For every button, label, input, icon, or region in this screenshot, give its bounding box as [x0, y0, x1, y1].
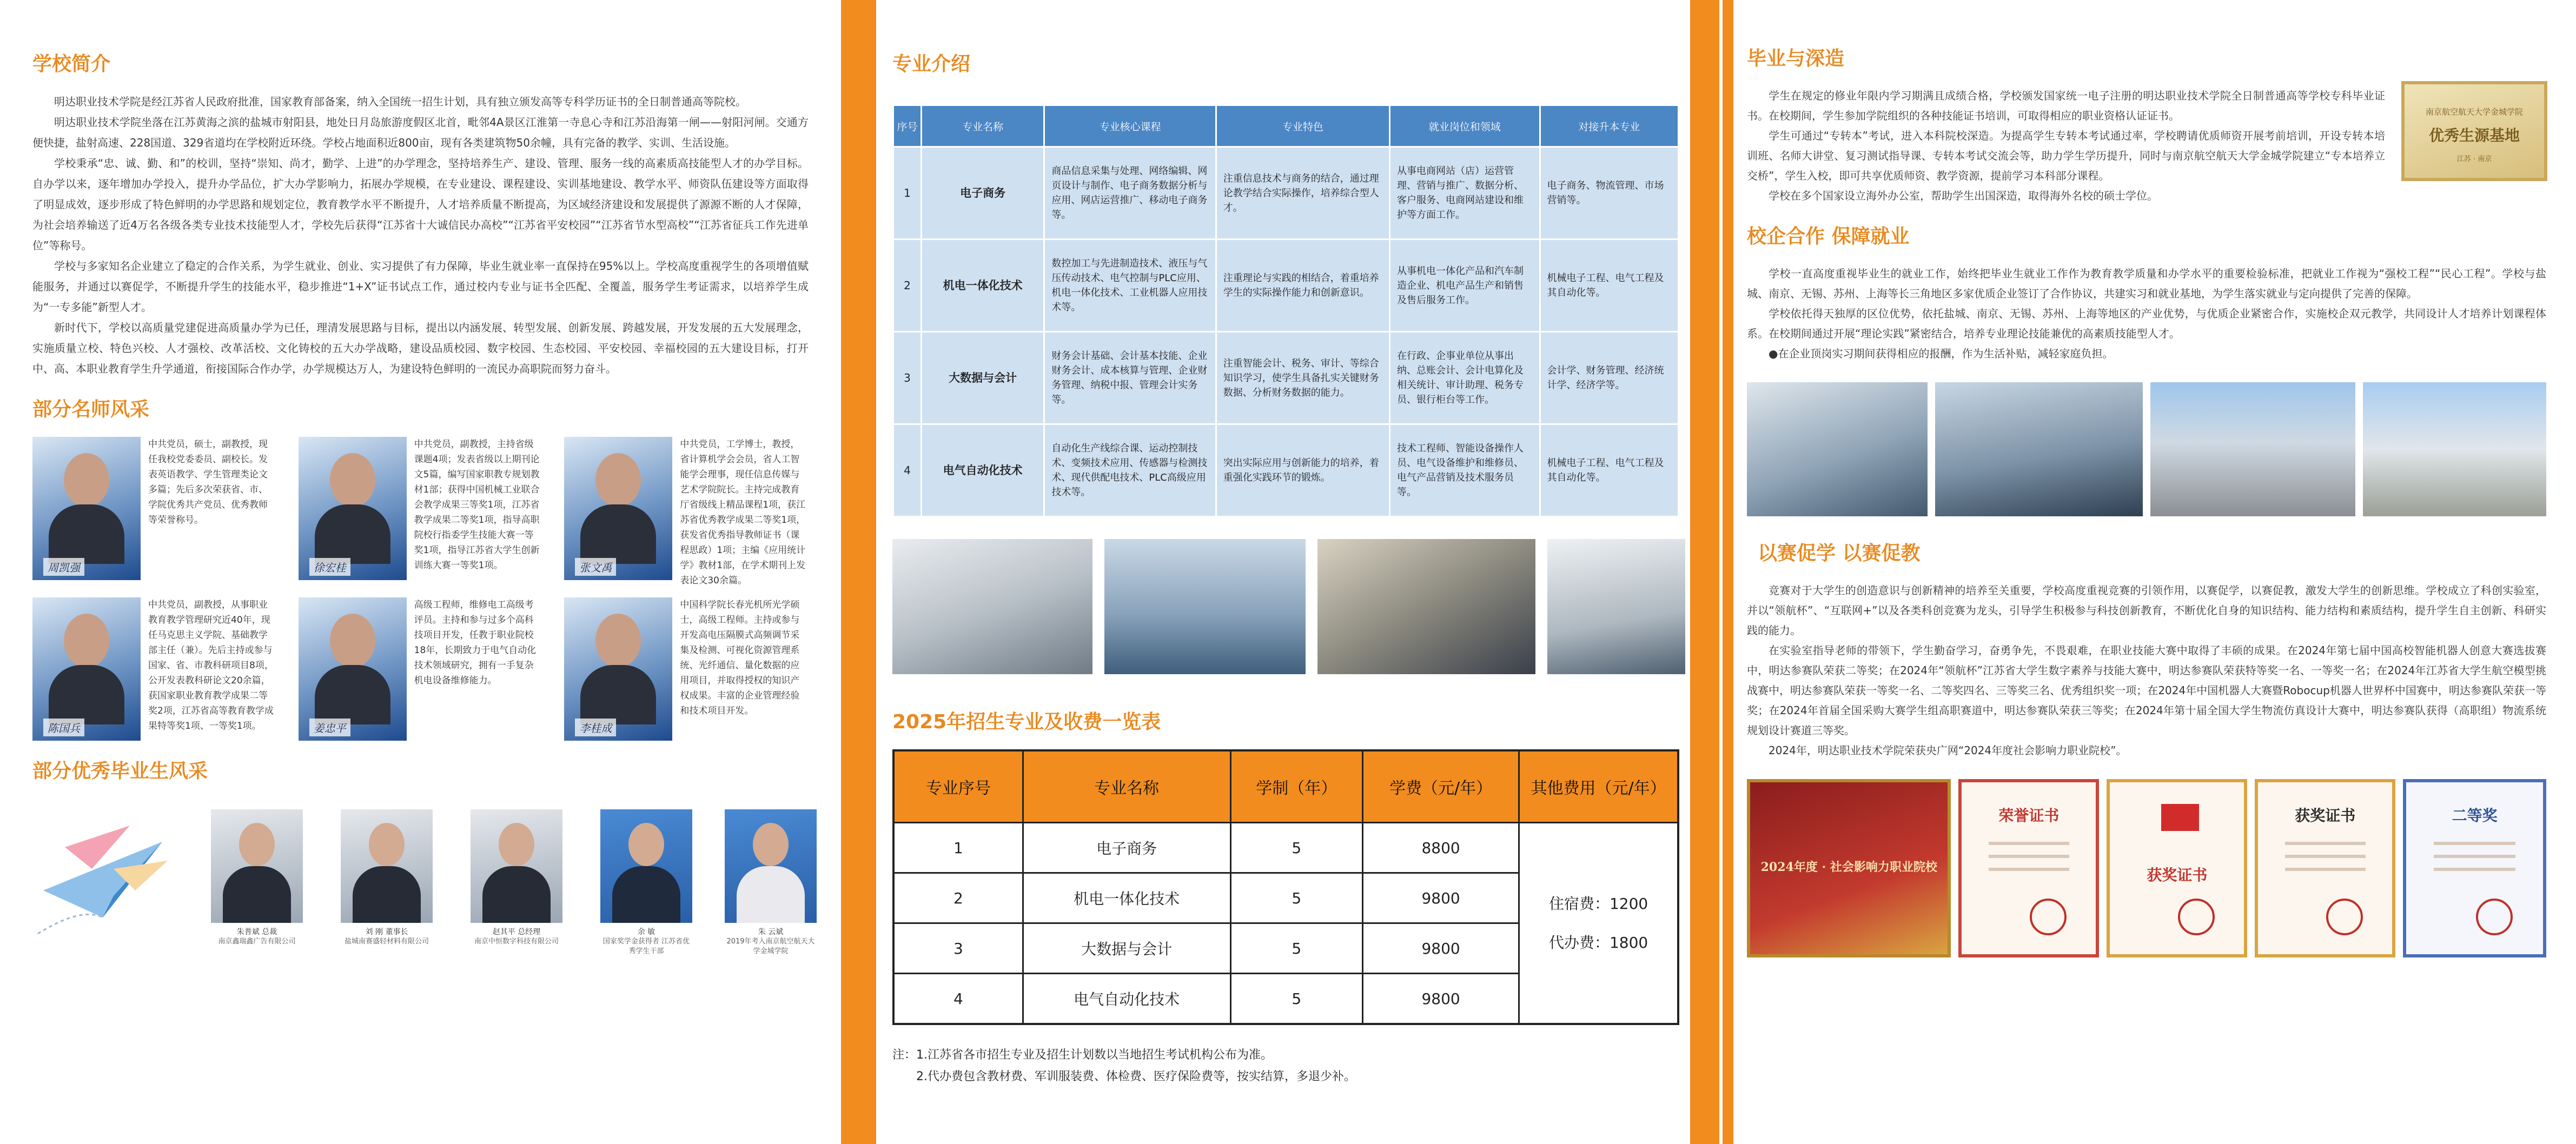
majors-header: 专业名称 [921, 105, 1044, 147]
flag-icon [2161, 804, 2199, 831]
further-study-section [1747, 43, 2546, 206]
fees-title: 2025年招生专业及收费一览表 [892, 711, 1161, 733]
plaque-main: 优秀生源基地 [2428, 127, 2520, 144]
school-intro-title: 学校简介 [32, 53, 111, 75]
fees-header: 学制（年） [1230, 750, 1362, 823]
teacher-card [299, 437, 543, 580]
intro-paragraph: 学校与多家知名企业建立了稳定的合作关系，为学生就业、创业、实习提供了有力保障，毕业生就业率一直保持在95%以上。学校高度重视学生的各项增值赋能服务，并通过以赛促学，不断提升学生的技能水平，稳步推进“1+X”证书试点工作，通过校内专业与证书全匹配、全覆盖，服务学生考证需求，以培养学生成为“一专多能”新型人才。 [32, 260, 809, 314]
paper-plane-icon [32, 809, 173, 950]
fee-years: 5 [1230, 873, 1362, 923]
major-jobs: 在行政、企事业单位从事出纳、总账会计、会计电算化及相关统计、审计助理、税务专员、银行柜台等工作。 [1390, 332, 1540, 424]
middle-panel [876, 0, 1690, 1144]
graduate-name: 朱普斌 总裁 [236, 928, 277, 936]
intro-paragraph: 新时代下，学校以高质量党建促进高质量办学为已任，理清发展思路与目标，提出以内涵发展、转型发展、创新发展、跨越发展，开发发展的五大发展理念，实施质量立校、特色兴校、人才强校、改革活校、文化铸校的五大办学战略，建设品质校园、数字校园、生态校园、平安校园、幸福校园的五大建设目标，打开中、高、本职业教育学生升学通道，衔接国际合作办学，办学规模达万人，为建设特色鲜明的一流民办高职院而努力奋斗。 [32, 321, 809, 375]
graduates-section [32, 756, 815, 972]
award-title: 二等奖 [2452, 807, 2498, 824]
fee-major: 电气自动化技术 [1023, 974, 1230, 1025]
plaque-sub: 江苏 · 南京 [2456, 155, 2492, 163]
fee-other [1519, 823, 1678, 1025]
teacher-card [564, 597, 809, 741]
coop-photo [2150, 382, 2355, 516]
graduate-card [211, 809, 303, 947]
training-photo [892, 539, 1092, 674]
fee-no: 2 [893, 873, 1023, 923]
award-certificate [2107, 779, 2247, 957]
graduate-org: 南京鑫瑞鑫广告有限公司 [218, 937, 296, 946]
school-intro-section [32, 49, 809, 379]
fee-no: 1 [893, 823, 1023, 873]
coop-photo [2363, 382, 2546, 516]
training-photos [892, 539, 1690, 674]
major-jobs: 从事电商网站（店）运营管理、营销与推广、数据分析、客户服务、电商网站建设和维护等方面工作。 [1390, 147, 1540, 240]
teacher-signature: 周凯强 [43, 558, 84, 576]
graduate-name: 余 敏 [637, 928, 655, 936]
left-panel [0, 0, 841, 1144]
award-title: 荣誉证书 [1998, 807, 2060, 824]
teacher-signature: 姜忠平 [309, 719, 350, 736]
fee-major: 机电一体化技术 [1023, 873, 1230, 923]
graduate-photo [471, 809, 562, 923]
teacher-photo [564, 437, 672, 580]
graduate-photo [725, 809, 817, 923]
coop-paragraph: 学校依托得天独厚的区位优势，依托盐城、南京、无锡、苏州、上海等地区的产业优势，与优质企业紧密合作，实施校企双元教学，共同设计人才培养计划课程体系。在校期间通过开展“理论实践”紧密结合，培养专业理论技能兼优的高素质技能型人才。 [1747, 307, 2546, 340]
fee-other-line: 代办费：1800 [1548, 933, 1648, 952]
major-no: 1 [893, 147, 922, 240]
major-upgrade: 机械电子工程、电气工程及其自动化等。 [1540, 240, 1679, 332]
award-title: 获奖证书 [2295, 807, 2356, 824]
table-row [893, 424, 1679, 517]
graduate-photo [211, 809, 303, 923]
competition-section [1747, 538, 2546, 957]
fees-header: 专业名称 [1023, 750, 1230, 823]
fee-years: 5 [1230, 823, 1362, 873]
major-no: 4 [893, 424, 922, 517]
fees-notes [892, 1045, 1690, 1088]
major-courses: 商品信息采集与处理、网络编辑、网页设计与制作、电子商务数据分析与应用、网店运营推广、移动电子商务等。 [1044, 147, 1216, 240]
major-feature: 突出实际应用与创新能力的培养，着重强化实践环节的锻炼。 [1216, 424, 1389, 517]
fee-tuition: 8800 [1363, 823, 1519, 873]
fee-other-line: 住宿费：1200 [1548, 894, 1648, 913]
majors-table [892, 104, 1679, 517]
teacher-description: 中共党员，硕士，副教授，现任我校党委委员、副校长。发表英语教学、学生管理类论文多篇；先后多次荣获省、市、学院优秀共产党员、优秀教师等荣誉称号。 [148, 439, 268, 526]
fee-tuition: 9800 [1363, 873, 1519, 923]
major-upgrade: 机械电子工程、电气工程及其自动化等。 [1540, 424, 1679, 517]
graduate-photo [600, 809, 692, 923]
teacher-card [299, 597, 543, 741]
graduate-name: 朱 云斌 [758, 928, 784, 936]
graduate-card [725, 809, 817, 956]
teacher-description: 中共党员，副教授，从事职业教育教学管理研究近40年，现任马克思主义学院、基础教学部主任（兼）。先后主持或参与国家、省、市教科研项目8项，公开发表教科研论文20余篇，获国家职业教育教学成果二等奖2项，江苏省高等教育教学成果特等奖1项、一等奖1项。 [148, 600, 274, 731]
award-certificate [1958, 779, 2099, 957]
study-paragraph: 学生在规定的修业年限内学习期满且成绩合格，学校颁发国家统一电子注册的明达职业技术学院全日制普通高等学校专科毕业证书。在校期间，学生参加学院组织的各种技能证书培训，可取得相应的职业资格认证证书。 [1747, 89, 2385, 122]
fee-major: 电子商务 [1023, 823, 1230, 873]
comp-paragraph: 竞赛对于大学生的创造意识与创新精神的培养至关重要，学校高度重视竞赛的引领作用，以赛促学，以赛促教，激发大学生的创新思维。学校成立了科创实验室，并以“领航杯”、“互联网+”以及各类科创竞赛为龙头，引导学生积极参与科技创新教育，不断优化自身的知识结构、能力结构和素质结构，提升学生自主创新、科研实践的能力。 [1747, 584, 2546, 637]
coop-photo [1935, 382, 2143, 516]
fee-years: 5 [1230, 974, 1362, 1025]
award-title: 获奖证书 [2147, 866, 2208, 884]
majors-header: 序号 [893, 105, 922, 147]
teacher-card [564, 437, 809, 586]
major-jobs: 技术工程师、智能设备操作人员、电气设备维护和维修员、电气产品营销及技术服务员等。 [1390, 424, 1540, 517]
intro-paragraph: 明达职业技术学院是经江苏省人民政府批准，国家教育部备案，纳入全国统一招生计划，具有独立颁发高等专科学历证书的全日制普通高等院校。 [54, 95, 746, 108]
teacher-photo [32, 437, 141, 580]
fees-header: 学费（元/年） [1363, 750, 1519, 823]
intro-paragraph: 明达职业技术学院坐落在江苏黄海之滨的盐城市射阳县，地处日月岛旅游度假区北首，毗邻4A景区江淮第一寺息心寺和江苏沿海第一闸——射阳河闸。交通方便快捷，盐射高速、228国道、329省道均在学校附近环绕。学校占地面积近800亩，现有各类建筑物50余幢，具有完备的教学、实训、生活设施。 [32, 116, 809, 149]
major-feature: 注重信息技术与商务的结合，通过理论教学结合实际操作，培养综合型人才。 [1216, 147, 1389, 240]
graduate-org: 南京中恒数字科技有限公司 [474, 937, 559, 946]
fees-header: 专业序号 [893, 750, 1023, 823]
award-certificate [2403, 779, 2546, 957]
majors-header: 专业核心课程 [1044, 105, 1216, 147]
plaque-title: 南京航空航天大学金城学院 [2425, 107, 2523, 117]
majors-header: 对接升本专业 [1540, 105, 1679, 147]
graduate-name: 刘 刚 董事长 [365, 928, 408, 936]
further-study-title: 毕业与深造 [1747, 48, 1845, 70]
fees-note: 注：1.江苏省各市招生专业及招生计划数以当地招生考试机构公布为准。 [892, 1048, 1273, 1062]
teacher-signature: 徐宏桂 [309, 558, 350, 576]
teacher-description: 高级工程师，维修电工高级考评员。主持和参与过多个高科技项目开发，任教于职业院校18年，长期致力于电气自动化技术领域研究，拥有一手复杂机电设备维修能力。 [414, 600, 537, 686]
coop-paragraph: ●在企业顶岗实习期间获得相应的报酬，作为生活补贴，减轻家庭负担。 [1769, 347, 2114, 360]
graduate-photo [341, 809, 433, 923]
coop-paragraph: 学校一直高度重视毕业生的就业工作，始终把毕业生就业工作作为教育教学质量和办学水平的重要检验标准，把就业工作视为“强校工程”“民心工程”。学校与盐城、南京、无锡、苏州、上海等长三角地区多家优质企业签订了合作协议，共建实习和就业基地，为学生落实就业与定向提供了完善的保障。 [1747, 267, 2546, 300]
fee-major: 大数据与会计 [1023, 923, 1230, 974]
fee-years: 5 [1230, 923, 1362, 974]
major-name: 电子商务 [921, 147, 1044, 240]
teacher-signature: 张文禹 [575, 558, 616, 576]
fees-table [892, 749, 1679, 1025]
table-row [893, 240, 1679, 332]
cooperation-section [1747, 221, 2546, 516]
fee-no: 3 [893, 923, 1023, 974]
base-plaque [2401, 81, 2547, 181]
teacher-photo [564, 597, 672, 741]
competition-title: 以赛促学 以赛促教 [1758, 542, 1921, 564]
comp-paragraph: 在实验室指导老师的带领下，学生勤奋学习，奋勇争先，不畏艰难，在职业技能大赛中取得了丰硕的成果。在2024年第七届中国高校智能机器人创意大赛选拔赛中，明达参赛队荣获二等奖；在2024年“领航杯”江苏省大学生数字素养与技能大赛中，明达参赛队荣获特等奖一名、一等奖一名；在2024年江苏省大学生航空模型挑战赛中，明达参赛队荣获一等奖一名、二等奖四名、三等奖三名、优秀组织奖一项；在2024年中国机器人大赛暨Robocup机器人世界杯中国赛中，明达参赛队荣获一等奖；在2024年首届全国采购大赛学生组高职赛道中，明达参赛队荣获三等奖；在2024年第十届全国大学生物流仿真设计大赛中，明达参赛队获得（高职组）物流系统规划设计赛道三等奖。 [1747, 644, 2546, 737]
major-upgrade: 电子商务、物流管理、市场营销等。 [1540, 147, 1679, 240]
fees-note: 2.代办费包含教材费、军训服装费、体检费、医疗保险费等，按实结算，多退少补。 [916, 1070, 1356, 1083]
teacher-card [32, 597, 277, 741]
major-no: 3 [893, 332, 922, 424]
majors-header: 专业特色 [1216, 105, 1389, 147]
award-certificate [2255, 779, 2395, 957]
teacher-signature: 陈国兵 [43, 719, 84, 736]
teacher-signature: 李桂成 [575, 719, 616, 736]
graduate-org: 2019年考入南京航空航天大学金城学院 [726, 937, 815, 955]
intro-paragraph: 学校秉承“忠、诚、勤、和”的校训，坚持“崇知、尚才，勤学、上进”的办学理念，坚持培养生产、建设、管理、服务一线的高素质高技能型人才的办学目标。自办学以来，逐年增加办学投入，提升办学品位，扩大办学影响力，拓展办学规模，在专业建设、课程建设、实训基地建设、教学水平、师资队伍建设等方面取得了明显成效，逐步形成了特色鲜明的办学思路和规划定位，教育教学水平不断提升，人才培养质量不断提高，为区域经济建设和发展提供了源源不断的人才保障，为社会培养输送了近4万名各级各类专业技术技能型人才，学校先后获得“江苏省十大诚信民办高校”“江苏省平安校园”“江苏省节水型高校”“江苏省征兵工作先进单位”等称号。 [32, 157, 809, 252]
orange-divider [841, 0, 876, 1144]
graduate-org: 国家奖学金获得者 江苏省优秀学生干部 [602, 937, 690, 955]
study-paragraph: 学生可通过“专转本”考试，进入本科院校深造。为提高学生专转本考试通过率，学校聘请优质师资开展考前培训，开设专转本培训班、名师大讲堂、复习测试指导课、专转本考试交流会等，助力学生学历提升，同时与南京航空航天大学金城学院建立“专本培养立交桥”，学生入校，即可共享优质师资、教学资源，提前学习本科部分课程。 [1747, 129, 2385, 182]
major-name: 电气自动化技术 [921, 424, 1044, 517]
award-title: 2024年度 · 社会影响力职业院校 [1760, 860, 1937, 874]
graduate-card [471, 809, 562, 947]
table-row [893, 823, 1678, 873]
major-jobs: 从事机电一体化产品和汽车制造企业、机电产品生产和销售及售后服务工作。 [1390, 240, 1540, 332]
major-feature: 注重智能会计、税务、审计、等综合知识学习，使学生具备扎实关键财务数据、分析财务数据的能力。 [1216, 332, 1389, 424]
graduate-org: 盐城南赛盛轻材料有限公司 [344, 937, 429, 946]
major-courses: 数控加工与先进制造技术、液压与气压传动技术、电气控制与PLC应用、机电一体化技术、工业机器人应用技术等。 [1044, 240, 1216, 332]
training-photo [1547, 539, 1685, 674]
right-panel [1733, 0, 2576, 1144]
major-feature: 注重理论与实践的相结合，着重培养学生的实际操作能力和创新意识。 [1216, 240, 1389, 332]
fees-header: 其他费用（元/年） [1519, 750, 1678, 823]
graduate-card [600, 809, 692, 956]
comp-paragraph: 2024年，明达职业技术学院荣获央广网“2024年度社会影响力职业院校”。 [1769, 744, 2127, 757]
teacher-description: 中共党员，副教授，主持省级课题4项；发表省级以上期刊论文5篇，编写国家职教专规划教材1部；获得中国机械工业联合会教学成果三等奖1项，江苏省教学成果二等奖1项，指导高职院校行指委学生技能大赛一等奖1项，指导江苏省大学生创新训练大赛一等奖1项。 [414, 439, 540, 571]
table-row [893, 147, 1679, 240]
teachers-title: 部分名师风采 [32, 398, 150, 421]
teacher-photo [299, 597, 407, 741]
major-courses: 财务会计基础、会计基本技能、企业财务会计、成本核算与管理、企业财务管理、纳税中报、管理会计实务等。 [1044, 332, 1216, 424]
teacher-card [32, 437, 277, 580]
majors-title: 专业介绍 [892, 53, 971, 75]
training-photo [1317, 539, 1535, 674]
teacher-description: 中国科学院长春光机所光学硕士，高级工程师。主持或参与开发高电压隔膜式高频调节采集及检测、可视化资源管理系统、光纤通信、量化数据的应用项目，并取得授权的知识产权成果。丰富的企业管理经验和技术项目开发。 [680, 600, 800, 716]
graduate-card [341, 809, 433, 947]
major-name: 机电一体化技术 [921, 240, 1044, 332]
fee-tuition: 9800 [1363, 923, 1519, 974]
major-courses: 自动化生产线综合课、运动控制技术、变频技术应用、传感器与检测技术、现代供配电技术、PLC高级应用技术等。 [1044, 424, 1216, 517]
coop-photo [1747, 382, 1928, 516]
award-plaque [1747, 779, 1951, 957]
teachers-section [32, 394, 809, 741]
teacher-description: 中共党员，工学博士，教授，省计算机学会会员，省人工智能学会理事，现任信息传媒与艺术学院院长。主持完成教育厅省级线上精品课程1项，获江苏省优秀教学成果二等奖1项，获发省优秀指导教师证书（课程思政）1项；主编《应用统计学》教材1部，在学术期刊上发表论文30余篇。 [680, 439, 806, 586]
fee-no: 4 [893, 974, 1023, 1025]
table-row [893, 332, 1679, 424]
coop-photos [1747, 382, 2546, 516]
cooperation-title: 校企合作 保障就业 [1747, 225, 1910, 248]
study-paragraph: 学校在多个国家设立海外办公室，帮助学生出国深造，取得海外名校的硕士学位。 [1769, 189, 2158, 202]
fee-tuition: 9800 [1363, 974, 1519, 1025]
training-photo [1104, 539, 1306, 674]
graduates-title: 部分优秀毕业生风采 [32, 760, 208, 782]
teacher-photo [32, 597, 141, 741]
major-name: 大数据与会计 [921, 332, 1044, 424]
major-no: 2 [893, 240, 922, 332]
teacher-photo [299, 437, 407, 580]
majors-header: 就业岗位和领域 [1390, 105, 1540, 147]
major-upgrade: 会计学、财务管理、经济统计学、经济学等。 [1540, 332, 1679, 424]
orange-divider [1690, 0, 1733, 1144]
graduate-name: 赵其平 总经理 [492, 928, 541, 936]
award-gallery [1747, 779, 2546, 957]
